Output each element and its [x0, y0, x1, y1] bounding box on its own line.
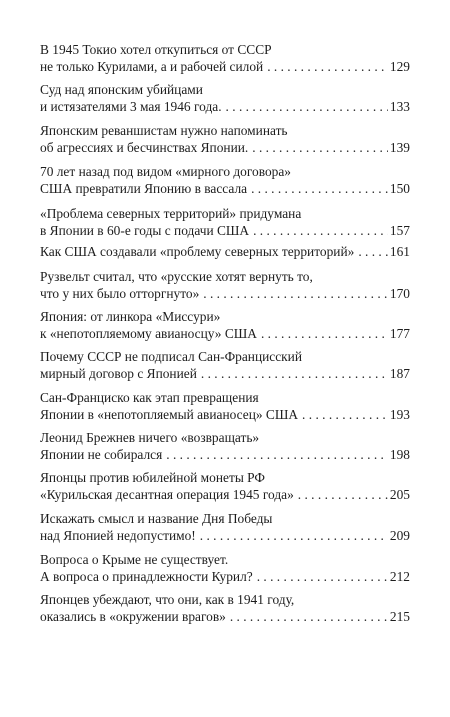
toc-entry-title-line: «Курильская десантная операция 1945 года»: [40, 486, 294, 502]
toc-entry-last-line: [40, 244, 410, 261]
page-number: 209: [389, 527, 410, 543]
page-number: 139: [389, 139, 410, 155]
toc-entry-title-line: в Японии в 60-е годы с подачи США: [40, 222, 250, 238]
page-number: 187: [389, 365, 410, 381]
toc-entry[interactable]: [40, 552, 410, 586]
toc-entry[interactable]: [40, 206, 410, 240]
toc-entry-last-line: [40, 59, 410, 76]
toc-entry-title-line: не только Курилами, а и рабочей силой: [40, 58, 264, 74]
toc-entry-last-line: [40, 609, 410, 626]
page-number: 129: [389, 58, 410, 74]
toc-entry-title-line: оказались в «окружении врагов»: [40, 608, 226, 624]
toc-entry-title-line: Искажать смысл и название Дня Победы: [40, 511, 273, 526]
toc-entry[interactable]: [40, 42, 410, 76]
toc-entry-last-line: [40, 528, 410, 545]
toc-entry-last-line: [40, 181, 410, 198]
toc-entry-title-line: А вопроса о принадлежности Курил?: [40, 568, 253, 584]
toc-entry-title-line: к «непотопляемому авианосцу» США: [40, 325, 257, 341]
toc-entry-last-line: [40, 326, 410, 343]
toc-entry-last-line: [40, 99, 410, 116]
toc-entry-last-line: [40, 487, 410, 504]
dot-leader: [257, 569, 388, 586]
toc-entry-last-line: [40, 407, 410, 424]
toc-entry-title-line: Рузвельт считал, что «русские хотят вернуть то,: [40, 269, 313, 284]
toc-entry-last-line: [40, 447, 410, 464]
page-number: 198: [389, 446, 410, 462]
toc-entry-title-line: об агрессиях и бесчинствах Японии.: [40, 139, 249, 155]
toc-entry[interactable]: [40, 269, 410, 303]
page-number: 170: [389, 285, 410, 301]
toc-entry-last-line: [40, 366, 410, 383]
page-number: 215: [389, 608, 410, 624]
toc-entry-title-line: и истязателями 3 мая 1946 года.: [40, 98, 222, 114]
dot-leader: [298, 487, 388, 504]
dot-leader: [203, 286, 388, 303]
dot-leader: [252, 140, 388, 157]
page-number: 161: [389, 244, 410, 259]
dot-leader: [201, 366, 388, 383]
toc-entry-title-line: 70 лет назад под видом «мирного договора»: [40, 164, 291, 179]
toc-entry-title-line: мирный договор с Японией: [40, 365, 197, 381]
toc-entry[interactable]: [40, 390, 410, 424]
page-number: 133: [389, 98, 410, 114]
toc-entry-last-line: [40, 223, 410, 240]
toc-entry-title-line: Японии в «непотопляемый авианосец» США: [40, 406, 299, 422]
toc-entry-title-line: Японским реваншистам нужно напоминать: [40, 123, 288, 138]
page-number: 193: [389, 406, 410, 422]
dot-leader: [302, 407, 388, 424]
page-number: 205: [389, 486, 410, 502]
toc-entry-last-line: [40, 286, 410, 303]
toc-entry-title-line: Суд над японским убийцами: [40, 82, 203, 97]
page-number: 150: [389, 180, 410, 196]
toc-entry-title-line: Леонид Брежнев ничего «возвращать»: [40, 430, 260, 445]
page-number: 212: [389, 568, 410, 584]
toc-entry[interactable]: [40, 470, 410, 504]
toc-entry-title-line: Сан-Франциско как этап превращения: [40, 390, 259, 405]
dot-leader: [230, 609, 388, 626]
toc-entry-last-line: [40, 140, 410, 157]
toc-entry[interactable]: [40, 82, 410, 116]
toc-entry-title-line: В 1945 Токио хотел откупиться от СССР: [40, 42, 272, 57]
toc-entry[interactable]: [40, 123, 410, 157]
toc-entry-title-line: Японцы против юбилейной монеты РФ: [40, 470, 265, 485]
toc-entry[interactable]: [40, 430, 410, 464]
dot-leader: [358, 244, 388, 261]
dot-leader: [261, 326, 388, 343]
toc-entry[interactable]: [40, 349, 410, 383]
toc-entry-title-line: над Японией недопустимо!: [40, 527, 196, 543]
dot-leader: [200, 528, 388, 545]
dot-leader: [226, 99, 388, 116]
toc-entry-title-line: Япония: от линкора «Миссури»: [40, 309, 221, 324]
toc-entry[interactable]: [40, 244, 410, 261]
page-number: 157: [389, 222, 410, 238]
toc-entry-last-line: [40, 569, 410, 586]
toc-entry-title-line: Японцев убеждают, что они, как в 1941 году,: [40, 592, 295, 607]
toc-entry-title-line: Вопроса о Крыме не существует.: [40, 552, 229, 567]
toc-entry[interactable]: [40, 309, 410, 343]
toc-entry[interactable]: [40, 592, 410, 626]
toc-entry[interactable]: [40, 511, 410, 545]
dot-leader: [251, 181, 388, 198]
toc-entry-title-line: Японии не собирался: [40, 446, 163, 462]
toc-entry-title-line: Как США создавали «проблему северных территорий»: [40, 244, 355, 259]
toc-entry-title-line: США превратили Японию в вассала: [40, 180, 248, 196]
page-number: 177: [389, 325, 410, 341]
toc-entry-title-line: «Проблема северных территорий» придумана: [40, 206, 302, 221]
toc-entry-title-line: что у них было отторгнуто»: [40, 285, 200, 301]
toc-entry-title-line: Почему СССР не подписал Сан-Францисский: [40, 349, 303, 364]
toc-entry[interactable]: [40, 164, 410, 198]
dot-leader: [253, 223, 388, 240]
dot-leader: [166, 447, 388, 464]
dot-leader: [267, 59, 388, 76]
